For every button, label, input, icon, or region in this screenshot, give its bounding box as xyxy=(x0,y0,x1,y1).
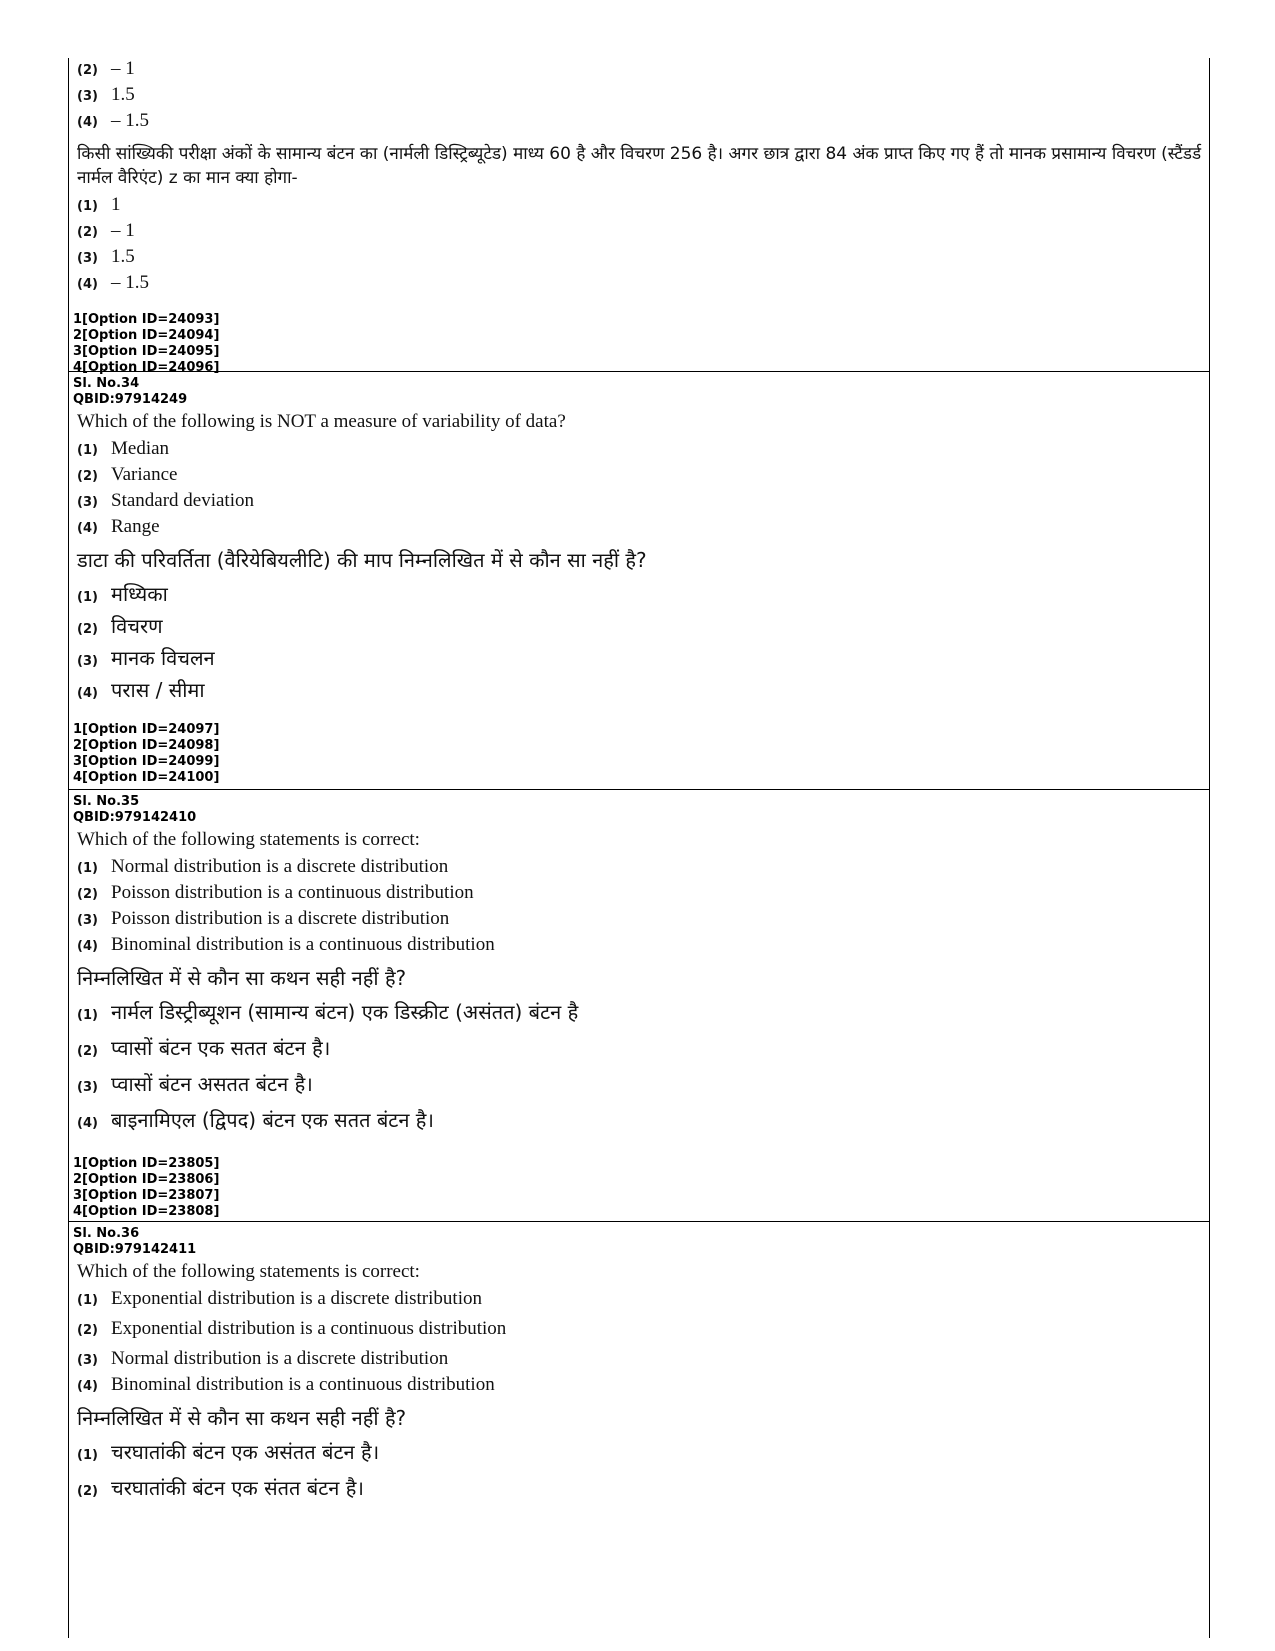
option-text: Range xyxy=(111,516,160,537)
option-text: विचरण xyxy=(111,614,163,638)
question-text-hindi: किसी सांख्यिकी परीक्षा अंकों के सामान्य बंटन का (नार्मली डिस्ट्रिब्यूटेड) माध्य 60 है और विचरण 256 है। अगर छात्र द्वारा 84 अंक प्राप्त किए गए हैं तो मानक प्रसामान्य विचरण (स्टैंडर्ड नार्मल वैरिएंट) z का मान क्या होगा- xyxy=(77,144,1202,188)
option-number: (3) xyxy=(77,1080,98,1095)
question-block-33 xyxy=(69,58,1209,375)
question-text-hindi: निम्नलिखित में से कौन सा कथन सही नहीं है? xyxy=(77,966,407,990)
option-hi-2 xyxy=(77,612,1209,644)
qbid: QBID:979142410 xyxy=(73,810,197,825)
option-hi-2 xyxy=(77,1034,1209,1070)
option-hi-2 xyxy=(77,220,1209,246)
option-number: (3) xyxy=(77,495,98,510)
option-number: (2) xyxy=(77,887,98,902)
option-en-4 xyxy=(77,110,1209,136)
option-en-3 xyxy=(77,1348,1209,1374)
option-en-2 xyxy=(77,58,1209,84)
option-text: Exponential distribution is a discrete distribution xyxy=(111,1288,482,1309)
qbid: QBID:97914249 xyxy=(73,392,188,407)
option-number: (3) xyxy=(77,1353,98,1368)
serial-number: Sl. No.34 xyxy=(73,376,140,391)
option-id: 1[Option ID=24093] xyxy=(73,312,220,327)
option-number: (2) xyxy=(77,469,98,484)
option-text: – 1 xyxy=(111,58,135,79)
question-text-english: Which of the following statements is correct: xyxy=(77,1261,420,1282)
option-text: 1.5 xyxy=(111,246,135,267)
option-number: (2) xyxy=(77,1484,98,1499)
option-number: (2) xyxy=(77,225,98,240)
option-en-4 xyxy=(77,516,1209,542)
option-text: – 1.5 xyxy=(111,272,149,293)
option-text: मानक विचलन xyxy=(111,646,215,670)
serial-number: Sl. No.36 xyxy=(73,1226,140,1241)
option-id: 4[Option ID=24096] xyxy=(73,360,220,375)
option-text: Normal distribution is a discrete distribution xyxy=(111,1348,449,1369)
option-text: मध्यिका xyxy=(111,582,168,606)
option-text: Binominal distribution is a continuous distribution xyxy=(111,1374,495,1395)
option-number: (2) xyxy=(77,1323,98,1338)
option-id: 3[Option ID=24099] xyxy=(73,754,220,769)
option-number: (2) xyxy=(77,1044,98,1059)
option-hi-3 xyxy=(77,246,1209,272)
option-number: (3) xyxy=(77,89,98,104)
question-block-34 xyxy=(69,372,1209,790)
option-text: 1 xyxy=(111,194,121,215)
option-text: – 1.5 xyxy=(111,110,149,131)
option-text: Poisson distribution is a continuous distribution xyxy=(111,882,474,903)
option-id: 4[Option ID=24100] xyxy=(73,770,220,785)
option-hi-3 xyxy=(77,644,1209,676)
option-text: Exponential distribution is a continuous distribution xyxy=(111,1318,507,1339)
option-id: 2[Option ID=24098] xyxy=(73,738,220,753)
option-number: (1) xyxy=(77,443,98,458)
question-text-english: Which of the following statements is correct: xyxy=(77,829,420,850)
option-hi-4 xyxy=(77,272,1209,298)
option-text: Poisson distribution is a discrete distribution xyxy=(111,908,450,929)
option-id-list xyxy=(73,722,1209,786)
option-id: 1[Option ID=23805] xyxy=(73,1156,220,1171)
option-en-3 xyxy=(77,490,1209,516)
option-number: (3) xyxy=(77,251,98,266)
option-hi-4 xyxy=(77,1106,1209,1142)
option-en-1 xyxy=(77,1288,1209,1318)
option-en-1 xyxy=(77,856,1209,882)
option-text: बाइनामिएल (द्विपद) बंटन एक सतत बंटन है। xyxy=(111,1108,435,1132)
option-number: (4) xyxy=(77,939,98,954)
option-en-3 xyxy=(77,908,1209,934)
option-number: (4) xyxy=(77,1116,98,1131)
option-text: चरघातांकी बंटन एक असंतत बंटन है। xyxy=(111,1440,380,1464)
option-hi-1 xyxy=(77,580,1209,612)
option-id: 2[Option ID=24094] xyxy=(73,328,220,343)
option-number: (1) xyxy=(77,1293,98,1308)
option-en-2 xyxy=(77,882,1209,908)
option-text: परास / सीमा xyxy=(111,678,205,702)
option-number: (2) xyxy=(77,622,98,637)
option-text: – 1 xyxy=(111,220,135,241)
option-id: 3[Option ID=23807] xyxy=(73,1188,220,1203)
question-paper-page xyxy=(68,58,1210,1638)
option-number: (1) xyxy=(77,199,98,214)
option-text: Binominal distribution is a continuous distribution xyxy=(111,934,495,955)
option-en-1 xyxy=(77,438,1209,464)
option-en-2 xyxy=(77,464,1209,490)
option-hi-2 xyxy=(77,1474,1209,1510)
serial-number: Sl. No.35 xyxy=(73,794,140,809)
option-hi-3 xyxy=(77,1070,1209,1106)
option-id: 2[Option ID=23806] xyxy=(73,1172,220,1187)
option-en-4 xyxy=(77,1374,1209,1400)
option-number: (4) xyxy=(77,686,98,701)
option-number: (2) xyxy=(77,63,98,78)
question-text-hindi: निम्नलिखित में से कौन सा कथन सही नहीं है? xyxy=(77,1406,407,1430)
option-hi-1 xyxy=(77,194,1209,220)
option-number: (4) xyxy=(77,115,98,130)
option-number: (1) xyxy=(77,590,98,605)
option-text: चरघातांकी बंटन एक संतत बंटन है। xyxy=(111,1476,364,1500)
option-number: (4) xyxy=(77,521,98,536)
option-id-list xyxy=(73,1156,1209,1220)
option-number: (4) xyxy=(77,1379,98,1394)
option-text: Variance xyxy=(111,464,178,485)
option-number: (3) xyxy=(77,913,98,928)
option-text: प्वासों बंटन असतत बंटन है। xyxy=(111,1072,313,1096)
question-text-english: Which of the following is NOT a measure of variability of data? xyxy=(77,411,566,432)
option-text: प्वासों बंटन एक सतत बंटन है। xyxy=(111,1036,331,1060)
option-hi-4 xyxy=(77,676,1209,708)
option-id: 1[Option ID=24097] xyxy=(73,722,220,737)
option-number: (1) xyxy=(77,1008,98,1023)
question-block-35 xyxy=(69,790,1209,1222)
option-hi-1 xyxy=(77,1438,1209,1474)
question-block-36 xyxy=(69,1222,1209,1512)
option-number: (1) xyxy=(77,1448,98,1463)
option-hi-1 xyxy=(77,998,1209,1034)
option-text: Median xyxy=(111,438,170,459)
option-en-4 xyxy=(77,934,1209,960)
option-id-list xyxy=(73,312,1209,376)
option-number: (4) xyxy=(77,277,98,292)
question-text-hindi: डाटा की परिवर्तिता (वैरियेबियलीटि) की माप निम्नलिखित में से कौन सा नहीं है? xyxy=(77,548,647,572)
option-id: 3[Option ID=24095] xyxy=(73,344,220,359)
option-id: 4[Option ID=23808] xyxy=(73,1204,220,1219)
option-number: (1) xyxy=(77,861,98,876)
option-text: Normal distribution is a discrete distribution xyxy=(111,856,449,877)
option-text: 1.5 xyxy=(111,84,135,105)
option-en-2 xyxy=(77,1318,1209,1348)
qbid: QBID:979142411 xyxy=(73,1242,197,1257)
option-text: Standard deviation xyxy=(111,490,254,511)
option-en-3 xyxy=(77,84,1209,110)
option-number: (3) xyxy=(77,654,98,669)
option-text: नार्मल डिस्ट्रीब्यूशन (सामान्य बंटन) एक डिस्क्रीट (असंतत) बंटन है xyxy=(111,1000,579,1024)
